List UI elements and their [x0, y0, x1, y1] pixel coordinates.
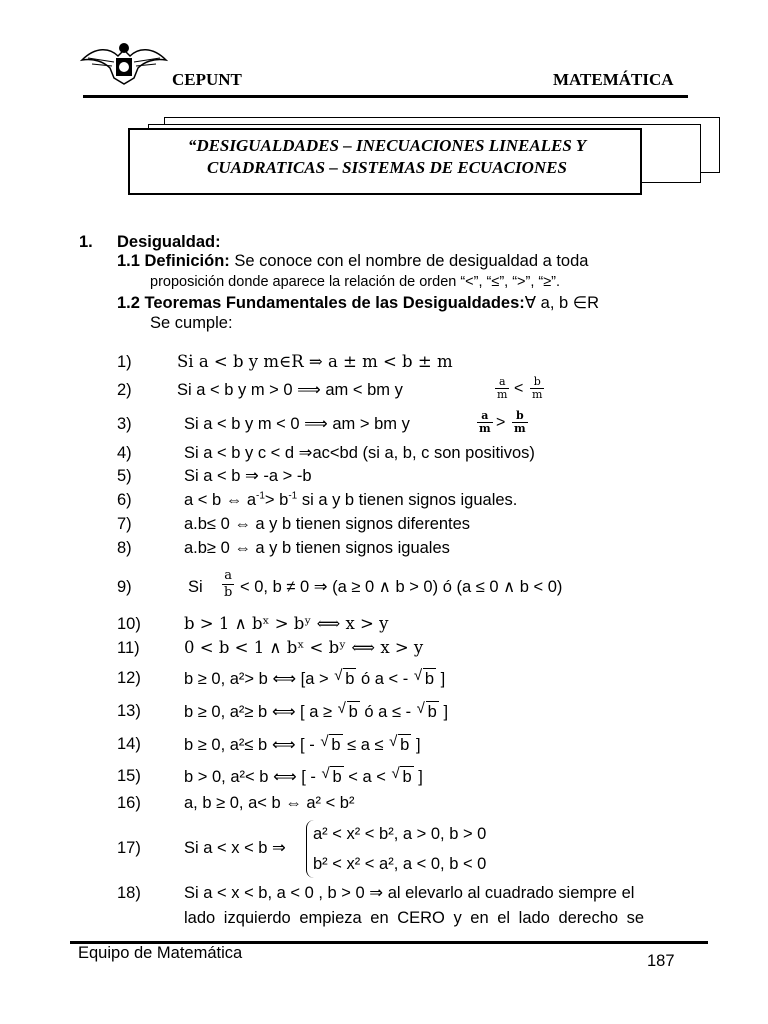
sqrt-b: √ b: [400, 766, 413, 787]
item-13: b ≥ 0, a²≥ b ⟺ [ a ≥ √ b ó a ≤ - √ b ]: [184, 701, 448, 722]
fraction-b-m-bold: $\frac{b}{m}$: [514, 409, 526, 435]
item-number: 18): [117, 884, 141, 902]
item-10: b > 1 ∧ bˣ > bʸ ⟺ x > y: [184, 614, 389, 633]
section-number: 1.: [79, 233, 93, 251]
gt-sign: >: [496, 414, 506, 431]
section-heading: Desigualdad:: [117, 233, 221, 251]
item-9: Si: [188, 578, 203, 596]
item-17: Si a < x < b ⇒: [184, 839, 286, 857]
header-right: MATEMÁTICA: [553, 70, 674, 89]
item-15: b > 0, a²< b ⟺ [ - √ b < a < √ b ]: [184, 766, 423, 787]
item-17-case2: b² < x² < a², a < 0, b < 0: [313, 855, 487, 873]
item-3: Si a < b y m < 0 ⟹ am > bm y: [184, 415, 410, 433]
fraction-b-m: $\frac{b}{m}$: [532, 375, 543, 401]
item-number: 16): [117, 794, 141, 812]
sqrt-b: √ b: [343, 668, 356, 689]
item-8: a.b≥ 0 ⇔ a y b tienen signos iguales: [184, 539, 450, 557]
se-cumple: Se cumple:: [150, 314, 233, 332]
fraction-a-m-bold: $\frac{a}{m}$: [479, 409, 491, 435]
item-number: 1): [117, 353, 132, 371]
item-number: 7): [117, 515, 132, 533]
page-number: 187: [647, 952, 675, 970]
definition-cont: proposición donde aparece la relación de orden “<”, “≤”, “>”, “≥”.: [150, 274, 561, 290]
item-12: b ≥ 0, a²> b ⟺ [a > √ b ó a < - √ b ]: [184, 668, 445, 689]
item-17-case1: a² < x² < b², a > 0, b > 0: [313, 825, 487, 843]
lt-sign: <: [514, 380, 524, 397]
header-rule: [83, 95, 688, 98]
item-number: 15): [117, 767, 141, 785]
item-5: Si a < b ⇒ -a > -b: [184, 467, 312, 485]
fraction-a-m: $\frac{a}{m}$: [497, 375, 508, 401]
sqrt-b: √ b: [398, 734, 411, 755]
item-number: 14): [117, 735, 141, 753]
item-18-cont: lado izquierdo empieza en CERO y en el lado derecho se: [184, 909, 645, 927]
item-number: 17): [117, 839, 141, 857]
fraction-a-b: $\frac{a}{b}$: [224, 568, 233, 600]
item-number: 12): [117, 669, 141, 687]
sqrt-b: √ b: [329, 734, 342, 755]
definition: 1.1 Definición: Se conoce con el nombre de desigualdad a toda: [117, 252, 589, 270]
item-number: 3): [117, 415, 132, 433]
item-number: 9): [117, 578, 132, 596]
item-6: a < b ⇔ $a^{-1}> b^{-1}$ si a y b tienen signos iguales.: [184, 490, 518, 509]
item-14: b ≥ 0, a²≤ b ⟺ [ - √ b ≤ a ≤ √ b ]: [184, 734, 421, 755]
item-18: Si a < x < b, a < 0 , b > 0 ⇒ al elevarlo al cuadrado siempre el: [184, 884, 635, 902]
item-9-cond: < 0, b ≠ 0 ⇒ (a ≥ 0 ∧ b > 0) ó (a ≤ 0 ∧ b < 0): [240, 578, 563, 596]
item-number: 2): [117, 381, 132, 399]
sqrt-b: √ b: [330, 766, 343, 787]
item-1: Si a < b y m∈R ⇒ a ± m < b ± m: [177, 352, 453, 371]
item-number: 4): [117, 444, 132, 462]
page-title: “DESIGUALDADES – INECUACIONES LINEALES Y CUADRATICAS – SISTEMAS DE ECUACIONES: [187, 136, 587, 177]
item-number: 5): [117, 467, 132, 485]
item-2: Si a < b y m > 0 ⟹ am < bm y: [177, 381, 403, 399]
sqrt-b: √ b: [426, 701, 439, 722]
sqrt-b: √ b: [423, 668, 436, 689]
sqrt-b: √ b: [347, 701, 360, 722]
item-number: 8): [117, 539, 132, 557]
item-7: a.b≤ 0 ⇔ a y b tienen signos diferentes: [184, 515, 471, 533]
footer-left: Equipo de Matemática: [78, 944, 243, 962]
header-left: CEPUNT: [172, 70, 242, 89]
item-number: 6): [117, 491, 132, 509]
item-number: 13): [117, 702, 141, 720]
item-number: 11): [117, 639, 140, 657]
eagle-logo-icon: [78, 38, 170, 86]
item-4: Si a < b y c < d ⇒ac<bd (si a, b, c son positivos): [184, 444, 535, 462]
item-11: 0 < b < 1 ∧ bˣ < bʸ ⟺ x > y: [184, 638, 424, 657]
item-16: a, b ≥ 0, a< b ⇔ a² < b²: [184, 794, 355, 812]
item-number: 10): [117, 615, 141, 633]
theorems-heading: 1.2 Teoremas Fundamentales de las Desigualdades:∀ a, b ∈R: [117, 294, 600, 312]
